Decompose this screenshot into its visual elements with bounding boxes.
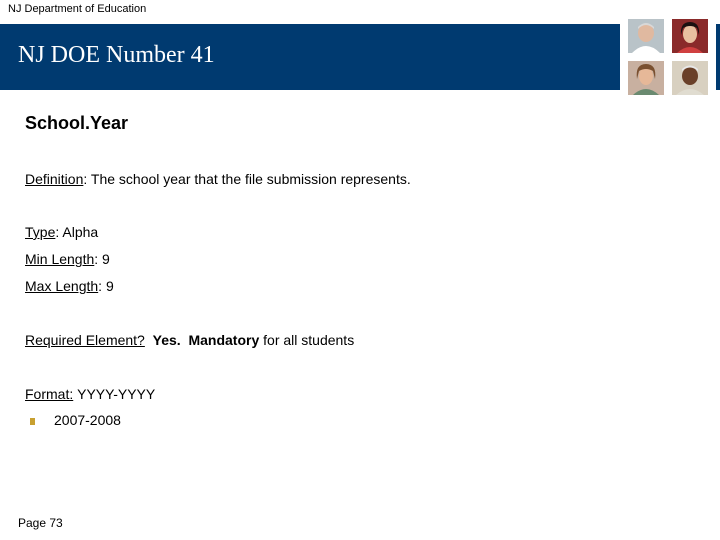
type-line	[25, 224, 98, 240]
min-length-label: Min Length	[25, 251, 95, 267]
person-photo-3	[628, 61, 664, 95]
mandatory-rest: for all students	[263, 332, 355, 348]
min-length-value: : 9	[94, 251, 110, 267]
max-length-line	[25, 278, 114, 294]
page-number: Page 73	[18, 516, 63, 530]
mandatory-word: Mandatory	[188, 332, 260, 348]
person-photo-1	[628, 19, 664, 53]
max-length-label: Max Length	[25, 278, 99, 294]
required-label: Required Element?	[25, 332, 145, 348]
org-name: NJ Department of Education	[8, 3, 147, 15]
page-title: NJ DOE Number 41	[18, 42, 215, 68]
format-label: Format:	[25, 386, 74, 402]
required-line	[25, 332, 354, 348]
format-example: 2007-2008	[54, 412, 121, 428]
type-value: : Alpha	[55, 224, 99, 240]
definition-label: Definition	[25, 171, 84, 187]
definition-line	[25, 171, 411, 187]
required-answer: Yes.	[152, 332, 181, 348]
min-length-line	[25, 251, 110, 267]
definition-text: : The school year that the file submission represents.	[83, 171, 411, 187]
format-value: YYYY-YYYY	[77, 386, 156, 402]
element-name: School.Year	[25, 113, 129, 133]
bullet-icon	[30, 418, 35, 425]
person-photo-2	[672, 19, 708, 53]
person-photo-4	[672, 61, 708, 95]
max-length-value: : 9	[98, 278, 114, 294]
photo-collage	[620, 14, 716, 100]
format-line	[25, 386, 155, 402]
type-label: Type	[25, 224, 56, 240]
